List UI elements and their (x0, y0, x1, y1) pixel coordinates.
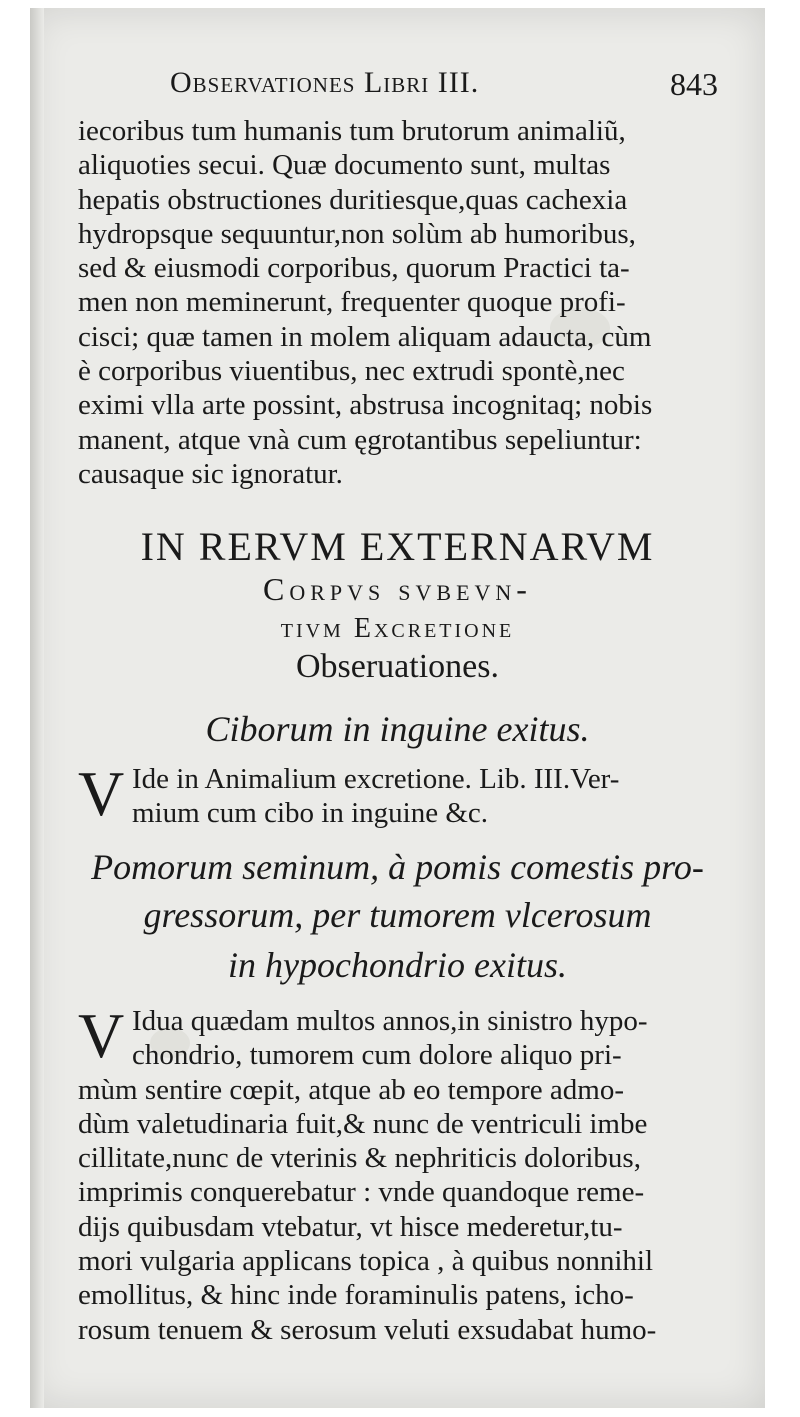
text-line: Ide in Animalium excretione. Lib. III.Ver- (132, 763, 620, 795)
section-heading-line-4: Obseruationes. (295, 648, 499, 685)
subheading-pomorum-line-3: in hypochondrio exitus. (228, 945, 567, 985)
running-head-title: Observationes Libri III. (170, 66, 480, 99)
text-line: cisci; quæ tamen in molem aliquam adaucta, cùm (78, 320, 652, 353)
page-number: 843 (670, 66, 718, 102)
text-line: eximi vlla arte possint, abstrusa incognitaq; nobis (78, 389, 653, 422)
text-line: mium cum cibo in inguine &c. (132, 797, 489, 830)
text-line: mori vulgaria applicans topica , à quibus nonnihil (78, 1245, 654, 1278)
text-line: dijs quibusdam vtebatur, vt hisce mederetur,tu- (78, 1210, 623, 1243)
opening-paragraph (78, 114, 738, 491)
text-line: Idua quædam multos annos,in sinistro hypo- (132, 1005, 648, 1037)
text-line: hepatis obstructiones duritiesque,quas cachexia (78, 183, 628, 216)
section-heading-line-3: tivm Excretione (280, 613, 515, 644)
text-line: sed & eiusmodi corporibus, quorum Practici ta- (78, 252, 630, 285)
section-heading-line-1: IN RERVM EXTERNARVM (140, 524, 655, 569)
paragraph-vide (78, 758, 738, 842)
book-page (30, 8, 765, 1408)
text-line: causaque sic ignoratur. (78, 457, 343, 490)
text-line: dùm valetudinaria fuit,& nunc de ventriculi imbe (78, 1107, 648, 1140)
text-line: rosum tenuem & serosum veluti exsudabat humo- (78, 1313, 657, 1346)
running-head (30, 66, 765, 106)
text-line: imprimis conquerebatur : vnde quandoque reme- (78, 1176, 645, 1209)
text-line: chondrio, tumorem cum dolore aliquo pri- (132, 1039, 622, 1072)
paragraph-body (78, 758, 738, 831)
paragraph-vidua (78, 1000, 738, 1346)
text-line: cillitate,nunc de vterinis & nephriticis doloribus, (78, 1142, 641, 1175)
drop-cap: V (78, 758, 125, 829)
drop-cap: V (78, 1000, 125, 1071)
text-line: mùm sentire cœpit, atque ab eo tempore admo- (78, 1073, 624, 1106)
subheading-ciborum: Ciborum in inguine exitus. (205, 709, 590, 749)
section-heading-line-2: Corpvs svbevn- (263, 571, 532, 607)
text-line: aliquoties secui. Quæ documento sunt, multas (78, 149, 611, 182)
text-line: hydropsque sequuntur,non solùm ab humoribus, (78, 217, 636, 250)
text-line: iecoribus tum humanis tum brutorum animaliũ, (78, 115, 626, 147)
text-line: manent, atque vnà cum ęgrotantibus sepeliuntur: (78, 423, 642, 456)
paragraph-body (78, 1000, 738, 1347)
text-line: men non meminerunt, frequenter quoque profi- (78, 286, 626, 319)
subheading-pomorum-line-2: gressorum, per tumorem vlcerosum (143, 895, 652, 935)
subheading-pomorum-line-1: Pomorum seminum, à pomis comestis pro- (91, 847, 704, 887)
text-line: è corporibus viuentibus, nec extrudi spontè,nec (78, 355, 625, 388)
text-line: emollitus, & hinc inde foraminulis patens, icho- (78, 1279, 634, 1312)
